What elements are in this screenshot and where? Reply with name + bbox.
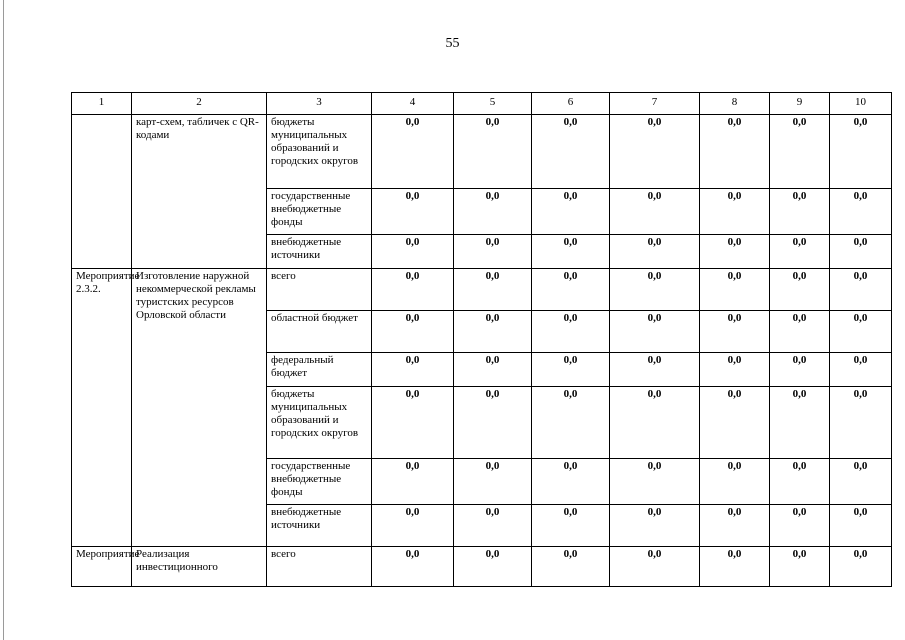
table-body: [72, 115, 892, 587]
value-cell: 0,0: [532, 387, 610, 459]
column-header-7: 7: [610, 93, 700, 115]
value-cell: 0,0: [770, 235, 830, 269]
value-cell: 0,0: [532, 235, 610, 269]
value-cell: 0,0: [372, 459, 454, 505]
value-cell: 0,0: [700, 115, 770, 189]
value-cell: 0,0: [700, 459, 770, 505]
value-cell: 0,0: [610, 269, 700, 311]
column-header-8: 8: [700, 93, 770, 115]
event-name-cell: Реализация инвестиционного: [132, 547, 267, 587]
funding-source-cell: всего: [267, 547, 372, 587]
value-cell: 0,0: [830, 459, 892, 505]
value-cell: 0,0: [372, 547, 454, 587]
value-cell: 0,0: [830, 311, 892, 353]
value-cell: 0,0: [770, 353, 830, 387]
value-cell: 0,0: [610, 115, 700, 189]
value-cell: 0,0: [610, 547, 700, 587]
value-cell: 0,0: [532, 353, 610, 387]
value-cell: 0,0: [830, 547, 892, 587]
value-cell: 0,0: [372, 115, 454, 189]
column-header-6: 6: [532, 93, 610, 115]
value-cell: 0,0: [610, 235, 700, 269]
value-cell: 0,0: [700, 269, 770, 311]
funding-source-cell: бюджеты муниципальных образований и городских округов: [267, 387, 372, 459]
value-cell: 0,0: [454, 115, 532, 189]
value-cell: 0,0: [700, 189, 770, 235]
funding-source-cell: государственные внебюджетные фонды: [267, 459, 372, 505]
event-name-cell: Изготовление наружной некоммерческой рекламы туристских ресурсов Орловской области: [132, 269, 267, 547]
value-cell: 0,0: [700, 311, 770, 353]
value-cell: 0,0: [610, 459, 700, 505]
value-cell: 0,0: [532, 311, 610, 353]
event-cell: [72, 115, 132, 269]
value-cell: 0,0: [770, 505, 830, 547]
value-cell: 0,0: [830, 505, 892, 547]
funding-source-cell: федеральный бюджет: [267, 353, 372, 387]
value-cell: 0,0: [700, 387, 770, 459]
value-cell: 0,0: [830, 353, 892, 387]
value-cell: 0,0: [532, 189, 610, 235]
funding-source-cell: всего: [267, 269, 372, 311]
value-cell: 0,0: [830, 189, 892, 235]
value-cell: 0,0: [372, 353, 454, 387]
table-row: [72, 115, 892, 189]
value-cell: 0,0: [372, 235, 454, 269]
value-cell: 0,0: [700, 353, 770, 387]
column-header-3: 3: [267, 93, 372, 115]
funding-source-cell: внебюджетные источники: [267, 235, 372, 269]
funding-table: [71, 92, 892, 587]
value-cell: 0,0: [532, 505, 610, 547]
value-cell: 0,0: [610, 387, 700, 459]
table-row: [72, 547, 892, 587]
event-cell: Мероприятие 2.3.2.: [72, 269, 132, 547]
value-cell: 0,0: [454, 505, 532, 547]
value-cell: 0,0: [532, 115, 610, 189]
value-cell: 0,0: [454, 235, 532, 269]
value-cell: 0,0: [372, 311, 454, 353]
value-cell: 0,0: [700, 505, 770, 547]
column-header-row: [72, 93, 892, 115]
funding-source-cell: бюджеты муниципальных образований и городских округов: [267, 115, 372, 189]
value-cell: 0,0: [454, 459, 532, 505]
value-cell: 0,0: [454, 387, 532, 459]
column-header-10: 10: [830, 93, 892, 115]
value-cell: 0,0: [610, 505, 700, 547]
funding-source-cell: государственные внебюджетные фонды: [267, 189, 372, 235]
column-header-1: 1: [72, 93, 132, 115]
event-name-cell: карт-схем, табличек с QR-кодами: [132, 115, 267, 269]
funding-source-cell: областной бюджет: [267, 311, 372, 353]
value-cell: 0,0: [610, 189, 700, 235]
value-cell: 0,0: [700, 235, 770, 269]
value-cell: 0,0: [610, 353, 700, 387]
column-header-5: 5: [454, 93, 532, 115]
page-left-edge: [3, 0, 4, 640]
value-cell: 0,0: [532, 459, 610, 505]
value-cell: 0,0: [770, 115, 830, 189]
value-cell: 0,0: [454, 547, 532, 587]
page-number: 55: [445, 36, 460, 51]
value-cell: 0,0: [770, 311, 830, 353]
funding-source-cell: внебюджетные источники: [267, 505, 372, 547]
column-header-2: 2: [132, 93, 267, 115]
value-cell: 0,0: [830, 115, 892, 189]
value-cell: 0,0: [830, 387, 892, 459]
value-cell: 0,0: [770, 459, 830, 505]
value-cell: 0,0: [372, 269, 454, 311]
value-cell: 0,0: [454, 353, 532, 387]
value-cell: 0,0: [454, 269, 532, 311]
value-cell: 0,0: [770, 189, 830, 235]
value-cell: 0,0: [454, 189, 532, 235]
event-cell: Мероприятие: [72, 547, 132, 587]
value-cell: 0,0: [700, 547, 770, 587]
value-cell: 0,0: [532, 547, 610, 587]
value-cell: 0,0: [610, 311, 700, 353]
value-cell: 0,0: [372, 387, 454, 459]
value-cell: 0,0: [770, 387, 830, 459]
table-row: [72, 269, 892, 311]
value-cell: 0,0: [770, 547, 830, 587]
value-cell: 0,0: [830, 235, 892, 269]
column-header-4: 4: [372, 93, 454, 115]
column-header-9: 9: [770, 93, 830, 115]
value-cell: 0,0: [372, 189, 454, 235]
value-cell: 0,0: [454, 311, 532, 353]
value-cell: 0,0: [830, 269, 892, 311]
value-cell: 0,0: [372, 505, 454, 547]
value-cell: 0,0: [770, 269, 830, 311]
value-cell: 0,0: [532, 269, 610, 311]
